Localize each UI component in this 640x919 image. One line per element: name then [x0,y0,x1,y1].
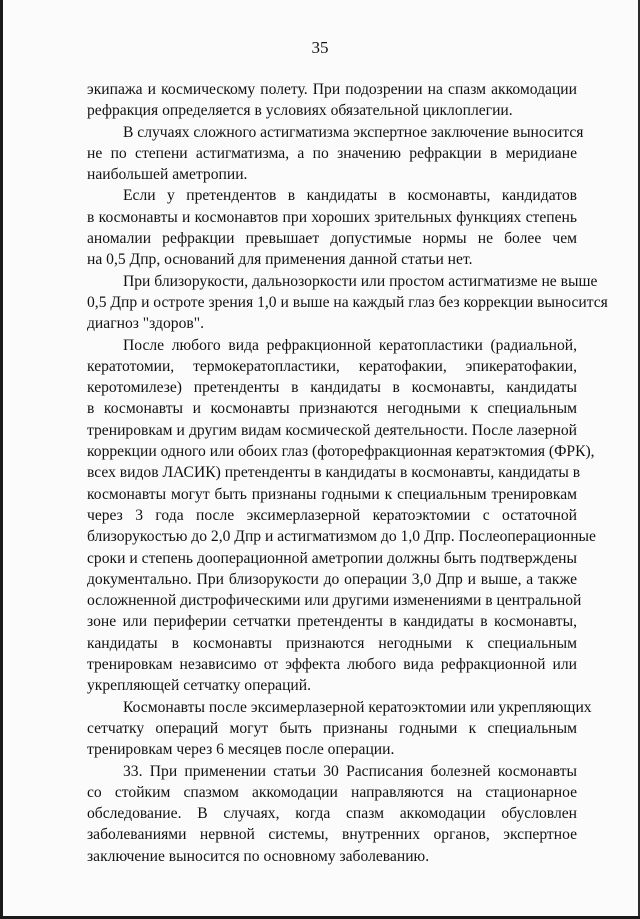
body-text [87,79,608,867]
text-line: 0,5 Дпр и остроте зрения 1,0 и выше на каждый глаз без коррекции выносится [87,293,608,311]
text-line: После любого вида рефракционной кератопластики (радиальной, [123,336,577,354]
text-line: рефракция определяется в условиях обязательной циклоплегии. [87,102,513,120]
text-line: сетчатку операций могут быть признаны годными к специальным [87,719,577,737]
text-line: В случаях сложного астигматизма экспертное заключение выносится [123,123,584,141]
text-line: Если у претендентов в кандидаты в космонавты, кандидатов [123,187,577,205]
text-line: сроки и степень дооперационной аметропии должны быть подтверждены [87,549,577,567]
text-line: через 3 года после эксимерлазерной кератоэктомии с остаточной [87,506,577,524]
text-line: тренировкам независимо от эффекта любого вида рефракционной или [87,656,577,674]
text-line: в космонавты и космонавты признаются негодными к специальным [87,400,577,418]
text-line: укрепляющей сетчатку операций. [87,677,312,695]
text-line: осложненной дистрофическими или другими изменениями в центральной [87,592,582,610]
text-line: в космонавты и космонавтов при хороших зрительных функциях степень [87,208,577,226]
text-line: со стойким спазмом аккомодации направляются на стационарное [87,783,577,801]
text-line: тренировкам и другим видам космической деятельности. После лазерной [87,421,577,439]
text-line: аномалии рефракции превышает допустимые нормы не более чем [87,230,577,248]
text-line: на 0,5 Дпр, оснований для применения данной статьи нет. [87,251,473,269]
text-line: заболеваниями нервной системы, внутренних органов, экспертное [87,826,577,844]
text-line: зоне или периферии сетчатки претенденты в кандидаты в космонавты, [87,613,577,631]
text-line: заключение выносится по основному заболеванию. [87,847,430,865]
text-line: керотомилезе) претенденты в кандидаты в космонавты, кандидаты [87,379,577,397]
text-line: тренировкам через 6 месяцев после операции. [87,741,395,759]
text-line: не по степени астигматизма, а по значению рефракции в меридиане [87,144,577,162]
text-line: документально. При близорукости до операции 3,0 Дпр и выше, а также [87,570,577,588]
text-line: Космонавты после эксимерлазерной кератоэктомии или укрепляющих [123,698,592,716]
text-line: При близорукости, дальнозоркости или простом астигматизме не выше [123,272,598,290]
text-line: 33. При применении статьи 30 Расписания болезней космонавты [123,762,577,780]
text-line: наибольшей аметропии. [87,166,248,184]
text-line: кератотомии, термокератопластики, кератофакии, эпикератофакии, [87,357,577,375]
text-line: диагноз "здоров". [87,315,204,333]
text-line: всех видов ЛАСИК) претенденты в кандидаты в космонавты, кандидаты в [87,464,581,482]
scan-left-edge [0,0,3,919]
text-line: коррекции одного или обоих глаз (фоторефракционная кератэктомия (ФРК), [87,443,595,461]
text-line: космонавты могут быть признаны годными к специальным тренировкам [87,485,577,503]
text-line: кандидаты в космонавты признаются негодными к специальным [87,634,577,652]
page-number: 35 [311,38,329,57]
text-line: экипажа и космическому полету. При подозрении на спазм аккомодации [87,81,577,98]
text-line: близорукостью до 2,0 Дпр и астигматизмом до 1,0 Дпр. Послеоперационные [87,528,596,546]
text-line: обследование. В случаях, когда спазм аккомодации обусловлен [87,805,577,823]
